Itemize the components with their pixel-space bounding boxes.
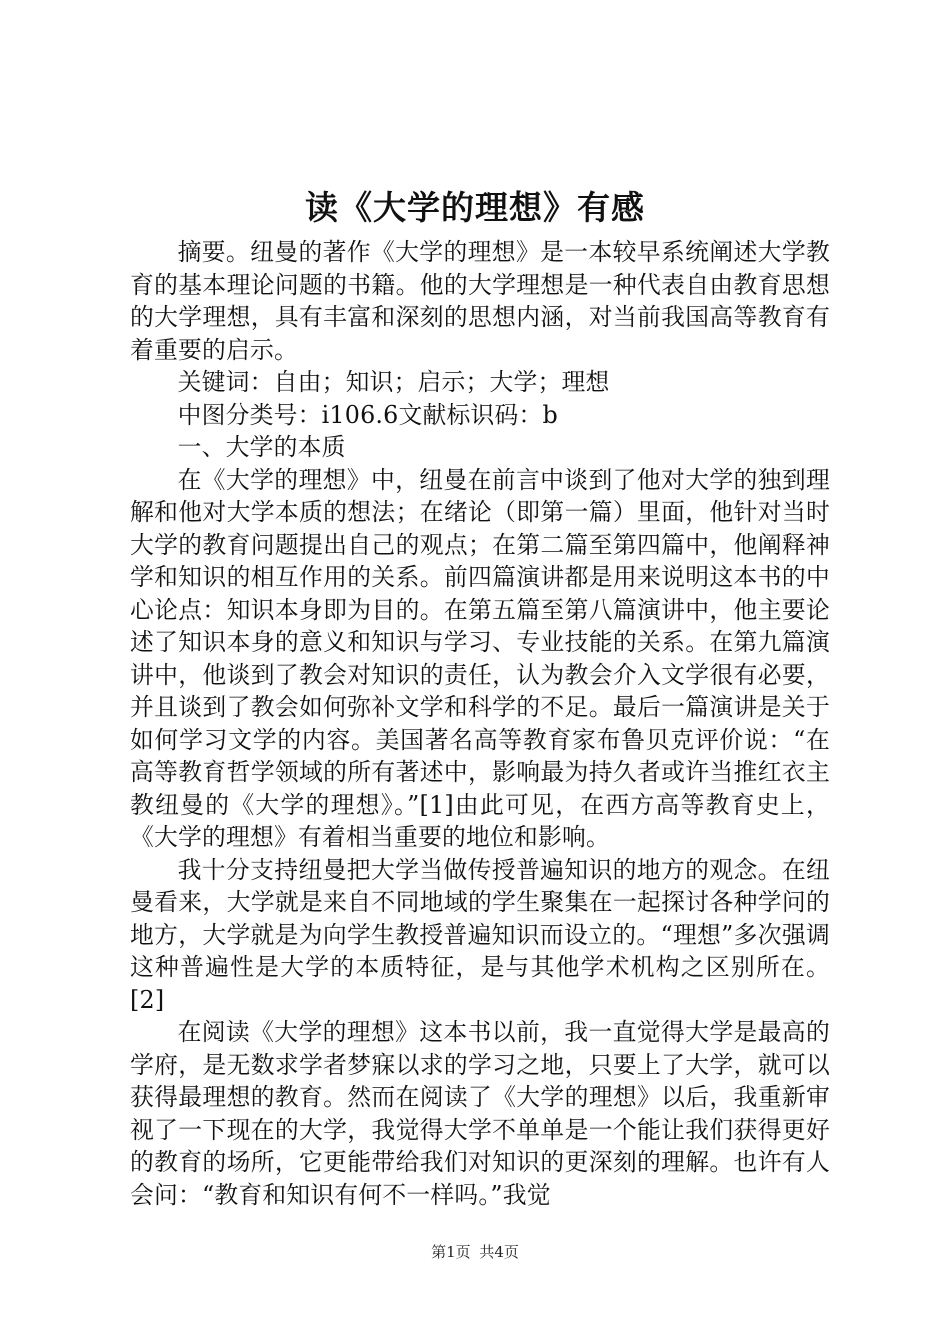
section-heading: 一、大学的本质 <box>177 433 346 461</box>
page-footer <box>0 1242 950 1262</box>
classification-line: 中图分类号：i106.6文献标识码：b <box>177 400 558 429</box>
page-number: 第1页 <box>431 1243 471 1261</box>
document-title: 读《大学的理想》有感 <box>305 188 645 227</box>
body-paragraph: 我十分支持纽曼把大学当做传授普遍知识的地方的观念。在纽曼看来，大学就是来自不同地域的学生聚集在一起探讨各种学问的地方，大学就是为向学生教授普遍知识而设立的。“理想”多次强调这种普遍性是大学的本质特征，是与其他学术机构之区别所在。[2] <box>130 855 830 1014</box>
body-paragraph: 在阅读《大学的理想》这本书以前，我一直觉得大学是最高的学府，是无数求学者梦寐以求的学习之地，只要上了大学，就可以获得最理想的教育。然而在阅读了《大学的理想》以后，我重新审视了一下现在的大学，我觉得大学不单单是一个能让我们获得更好的教育的场所，它更能带给我们对知识的更深刻的理解。也许有人会问：“教育和知识有何不一样吗。”我觉 <box>130 1018 830 1209</box>
document-body <box>130 236 830 1211</box>
keywords-line: 关键词：自由；知识；启示；大学；理想 <box>177 368 610 396</box>
abstract-paragraph: 摘要。纽曼的著作《大学的理想》是一本较早系统阐述大学教育的基本理论问题的书籍。他的大学理想是一种代表自由教育思想的大学理想，具有丰富和深刻的思想内涵，对当前我国高等教育有着重要的启示。 <box>130 238 830 364</box>
body-paragraph: 在《大学的理想》中，纽曼在前言中谈到了他对大学的独到理解和他对大学本质的想法；在绪论（即第一篇）里面，他针对当时大学的教育问题提出自己的观点；在第二篇至第四篇中，他阐释神学和知识的相互作用的关系。前四篇演讲都是用来说明这本书的中心论点：知识本身即为目的。在第五篇至第八篇演讲中，他主要论述了知识本身的意义和知识与学习、专业技能的关系。在第九篇演讲中，他谈到了教会对知识的责任，认为教会介入文学很有必要，并且谈到了教会如何弥补文学和科学的不足。最后一篇演讲是关于如何学习文学的内容。美国著名高等教育家布鲁贝克评价说：“在高等教育哲学领域的所有著述中，影响最为持久者或许当推红衣主教纽曼的《大学的理想》。”[1]由此可见，在西方高等教育史上，《大学的理想》有着相当重要的地位和影响。 <box>130 465 830 851</box>
page-total: 共4页 <box>479 1243 519 1261</box>
